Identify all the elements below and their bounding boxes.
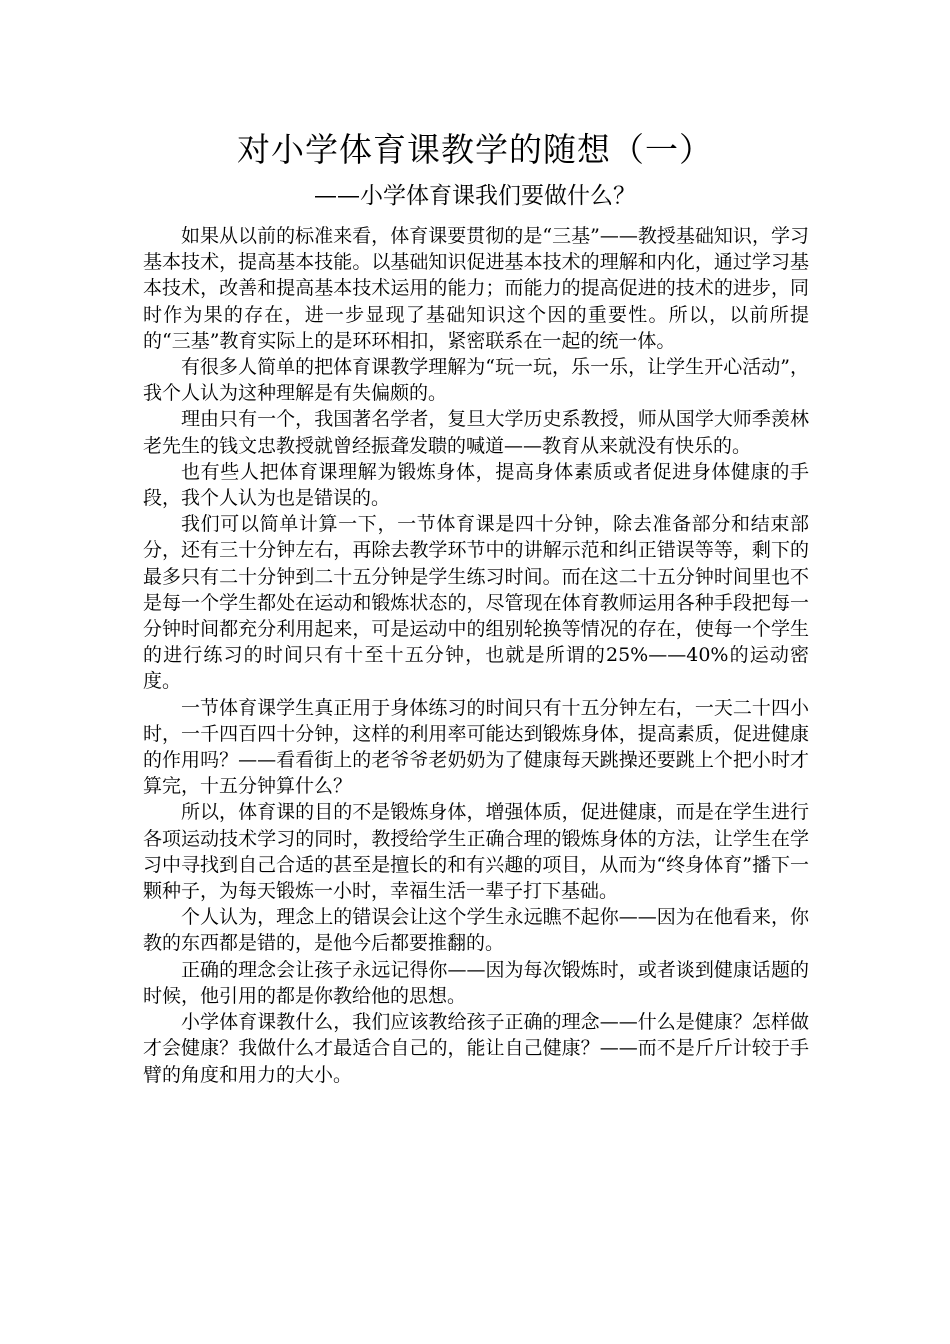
document-subtitle: ——小学体育课我们要做什么？ (314, 183, 636, 209)
paragraph: 一节体育课学生真正用于身体练习的时间只有十五分钟左右，一天二十四小时，一千四百四十分钟，这样的利用率可能达到锻炼身体，提高素质，促进健康的作用吗？——看看街上的老爷爷老奶奶为了健康每天跳操还要跳上个把小时才算完，十五分钟算什么？ (143, 696, 809, 798)
document-title: 对小学体育课教学的随想（一） (237, 130, 713, 169)
paragraph: 如果从以前的标准来看，体育课要贯彻的是“三基”——教授基础知识，学习基本技术，提高基本技能。以基础知识促进基本技术的理解和内化，通过学习基本技术，改善和提高基本技术运用的能力；而能力的提高促进的技术的进步，同时作为果的存在，进一步显现了基础知识这个因的重要性。所以，以前所提的“三基”教育实际上的是环环相扣，紧密联系在一起的统一体。 (143, 225, 809, 352)
paragraph: 小学体育课教什么，我们应该教给孩子正确的理念——什么是健康？怎样做才会健康？我做什么才最适合自己的，能让自己健康？——而不是斤斤计较于手臂的角度和用力的大小。 (143, 1011, 809, 1086)
paragraph: 理由只有一个，我国著名学者，复旦大学历史系教授，师从国学大师季羡林老先生的钱文忠教授就曾经振聋发聩的喊道——教育从来就没有快乐的。 (143, 408, 809, 457)
paragraph: 个人认为，理念上的错误会让这个学生永远瞧不起你——因为在他看来，你教的东西都是错的，是他今后都要推翻的。 (143, 906, 809, 955)
paragraph: 有很多人简单的把体育课教学理解为“玩一玩，乐一乐，让学生开心活动”，我个人认为这种理解是有失偏颇的。 (143, 356, 809, 405)
paragraph: 所以，体育课的目的不是锻炼身体，增强体质，促进健康，而是在学生进行各项运动技术学习的同时，教授给学生正确合理的锻炼身体的方法，让学生在学习中寻找到自己合适的甚至是擅长的和有兴趣的项目，从而为“终身体育”播下一颗种子，为每天锻炼一小时，幸福生活一辈子打下基础。 (143, 801, 809, 903)
paragraph: 正确的理念会让孩子永远记得你——因为每次锻炼时，或者谈到健康话题的时候，他引用的都是你教给他的思想。 (143, 958, 809, 1007)
paragraph: 我们可以简单计算一下，一节体育课是四十分钟，除去准备部分和结束部分，还有三十分钟左右，再除去教学环节中的讲解示范和纠正错误等等，剩下的最多只有二十分钟到二十五分钟是学生练习时间。而在这二十五分钟时间里也不是每一个学生都处在运动和锻炼状态的，尽管现在体育教师运用各种手段把每一分钟时间都充分利用起来，可是运动中的组别轮换等情况的存在，使每一个学生的进行练习的时间只有十至十五分钟，也就是所谓的25%——40%的运动密度。 (143, 513, 809, 693)
document-body (143, 223, 809, 1088)
paragraph: 也有些人把体育课理解为锻炼身体，提高身体素质或者促进身体健康的手段，我个人认为也是错误的。 (143, 460, 809, 510)
